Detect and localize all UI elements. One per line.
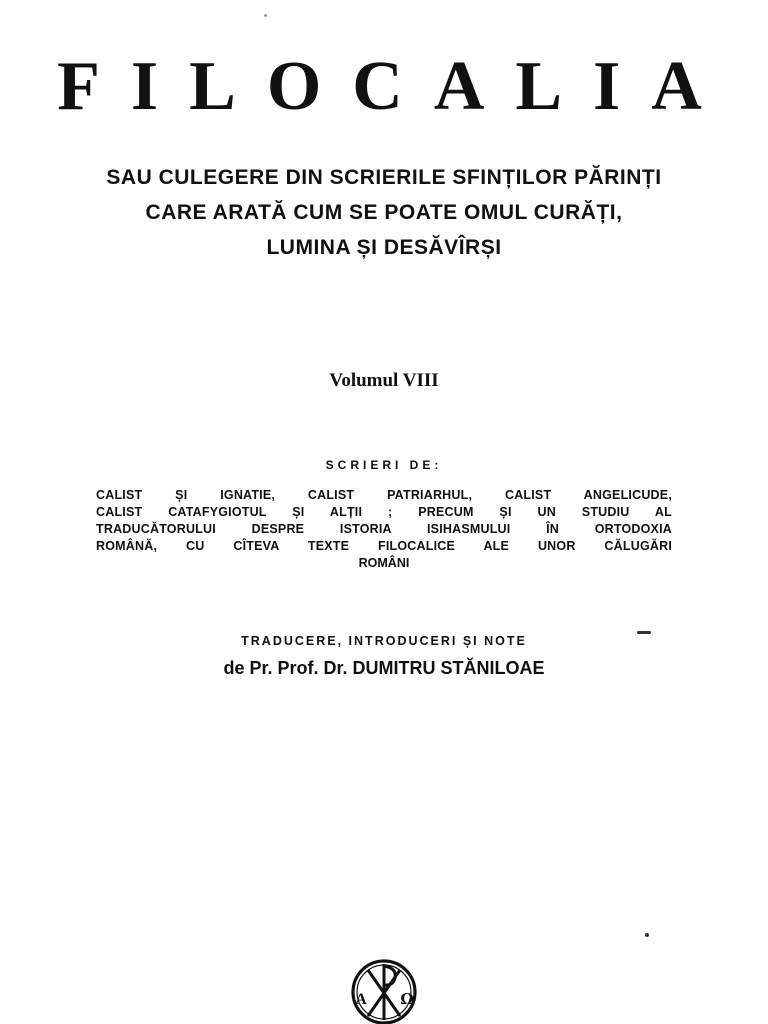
scan-speck	[264, 14, 267, 17]
subtitle-line: SAU CULEGERE DIN SCRIERILE SFINȚILOR PĂRINȚI	[106, 166, 662, 189]
writings-list	[96, 487, 672, 572]
chi-rho-alpha-omega-icon	[341, 958, 427, 1024]
writings-line: CALIST ȘI IGNATIE, CALIST PATRIARHUL, CALIST ANGELICUDE,	[96, 488, 672, 502]
subtitle-line: LUMINA ȘI DESĂVÎRȘI	[266, 236, 502, 259]
writings-line: ROMÂNI	[358, 556, 410, 570]
translator-name: de Pr. Prof. Dr. DUMITRU STĂNILOAE	[223, 658, 545, 678]
translation-heading: TRADUCERE, INTRODUCERI ȘI NOTE	[241, 634, 527, 648]
book-title: FILOCALIA	[57, 48, 733, 125]
scan-speck	[645, 933, 649, 937]
writings-heading: SCRIERI DE:	[325, 458, 443, 472]
subtitle-line: CARE ARATĂ CUM SE POATE OMUL CURĂȚI,	[145, 201, 623, 224]
scan-speck	[637, 631, 651, 634]
book-subtitle	[0, 160, 768, 265]
writings-line: ROMÂNĂ, CU CÎTEVA TEXTE FILOCALICE ALE UNOR CĂLUGĂRI	[96, 539, 672, 553]
emblem-alpha: A	[355, 991, 367, 1008]
volume-label: Volumul VIII	[329, 370, 439, 391]
emblem-omega: Ω	[400, 990, 414, 1008]
writings-line: CALIST CATAFYGIOTUL ȘI ALȚII ; PRECUM ȘI UN STUDIU AL	[96, 505, 672, 519]
writings-line: TRADUCĂTORULUI DESPRE ISTORIA ISIHASMULUI ÎN ORTODOXIA	[96, 522, 672, 536]
